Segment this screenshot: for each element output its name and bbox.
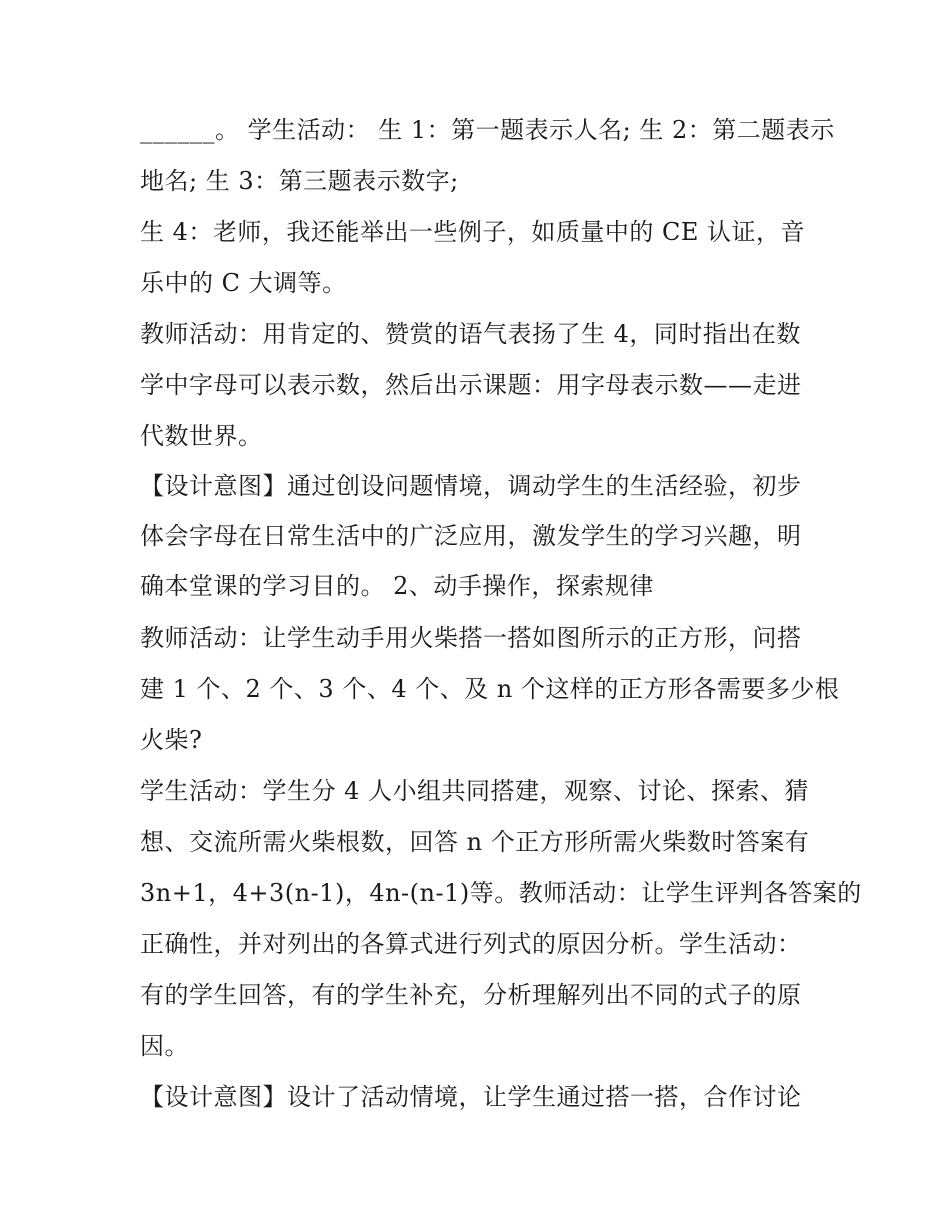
text-line: 建 1 个、2 个、3 个、4 个、及 n 个这样的正方形各需要多少根	[140, 675, 840, 703]
text-line: 生 4：老师，我还能举出一些例子，如质量中的 CE 认证，音	[140, 218, 806, 246]
text-line: 学生活动：学生分 4 人小组共同搭建，观察、讨论、探索、猜	[140, 777, 810, 805]
text-line: 因。	[140, 1032, 189, 1060]
text-line: 有的学生回答，有的学生补充，分析理解列出不同的式子的原	[140, 981, 802, 1009]
text-line: 【设计意图】通过创设问题情境，调动学生的生活经验，初步	[140, 472, 802, 500]
text-line: 学中字母可以表示数，然后出示课题：用字母表示数——走进	[140, 371, 802, 399]
text-line: 3n+1，4+3(n-1)，4n-(n-1)等。教师活动：让学生评判各答案的	[140, 879, 862, 907]
text-line: 【设计意图】设计了活动情境，让学生通过搭一搭，合作讨论	[140, 1083, 802, 1111]
text-line: 地名; 生 3：第三题表示数字;	[140, 167, 459, 195]
text-line: 教师活动：让学生动手用火柴搭一搭如图所示的正方形，问搭	[140, 624, 802, 652]
text-line: 乐中的 C 大调等。	[140, 269, 347, 297]
text-line: ______。 学生活动： 生 1：第一题表示人名; 生 2：第二题表示	[140, 116, 835, 144]
text-line: 正确性，并对列出的各算式进行列式的原因分析。学生活动：	[140, 930, 802, 958]
text-line: 确本堂课的学习目的。 2、动手操作，探索规律	[140, 572, 654, 600]
text-line: 火柴?	[140, 726, 203, 754]
text-line: 想、交流所需火柴根数，回答 n 个正方形所需火柴数时答案有	[140, 828, 810, 856]
text-line: 教师活动：用肯定的、赞赏的语气表扬了生 4，同时指出在数	[140, 320, 801, 348]
text-line: 体会字母在日常生活中的广泛应用，激发学生的学习兴趣，明	[140, 522, 802, 550]
text-line: 代数世界。	[140, 422, 263, 450]
